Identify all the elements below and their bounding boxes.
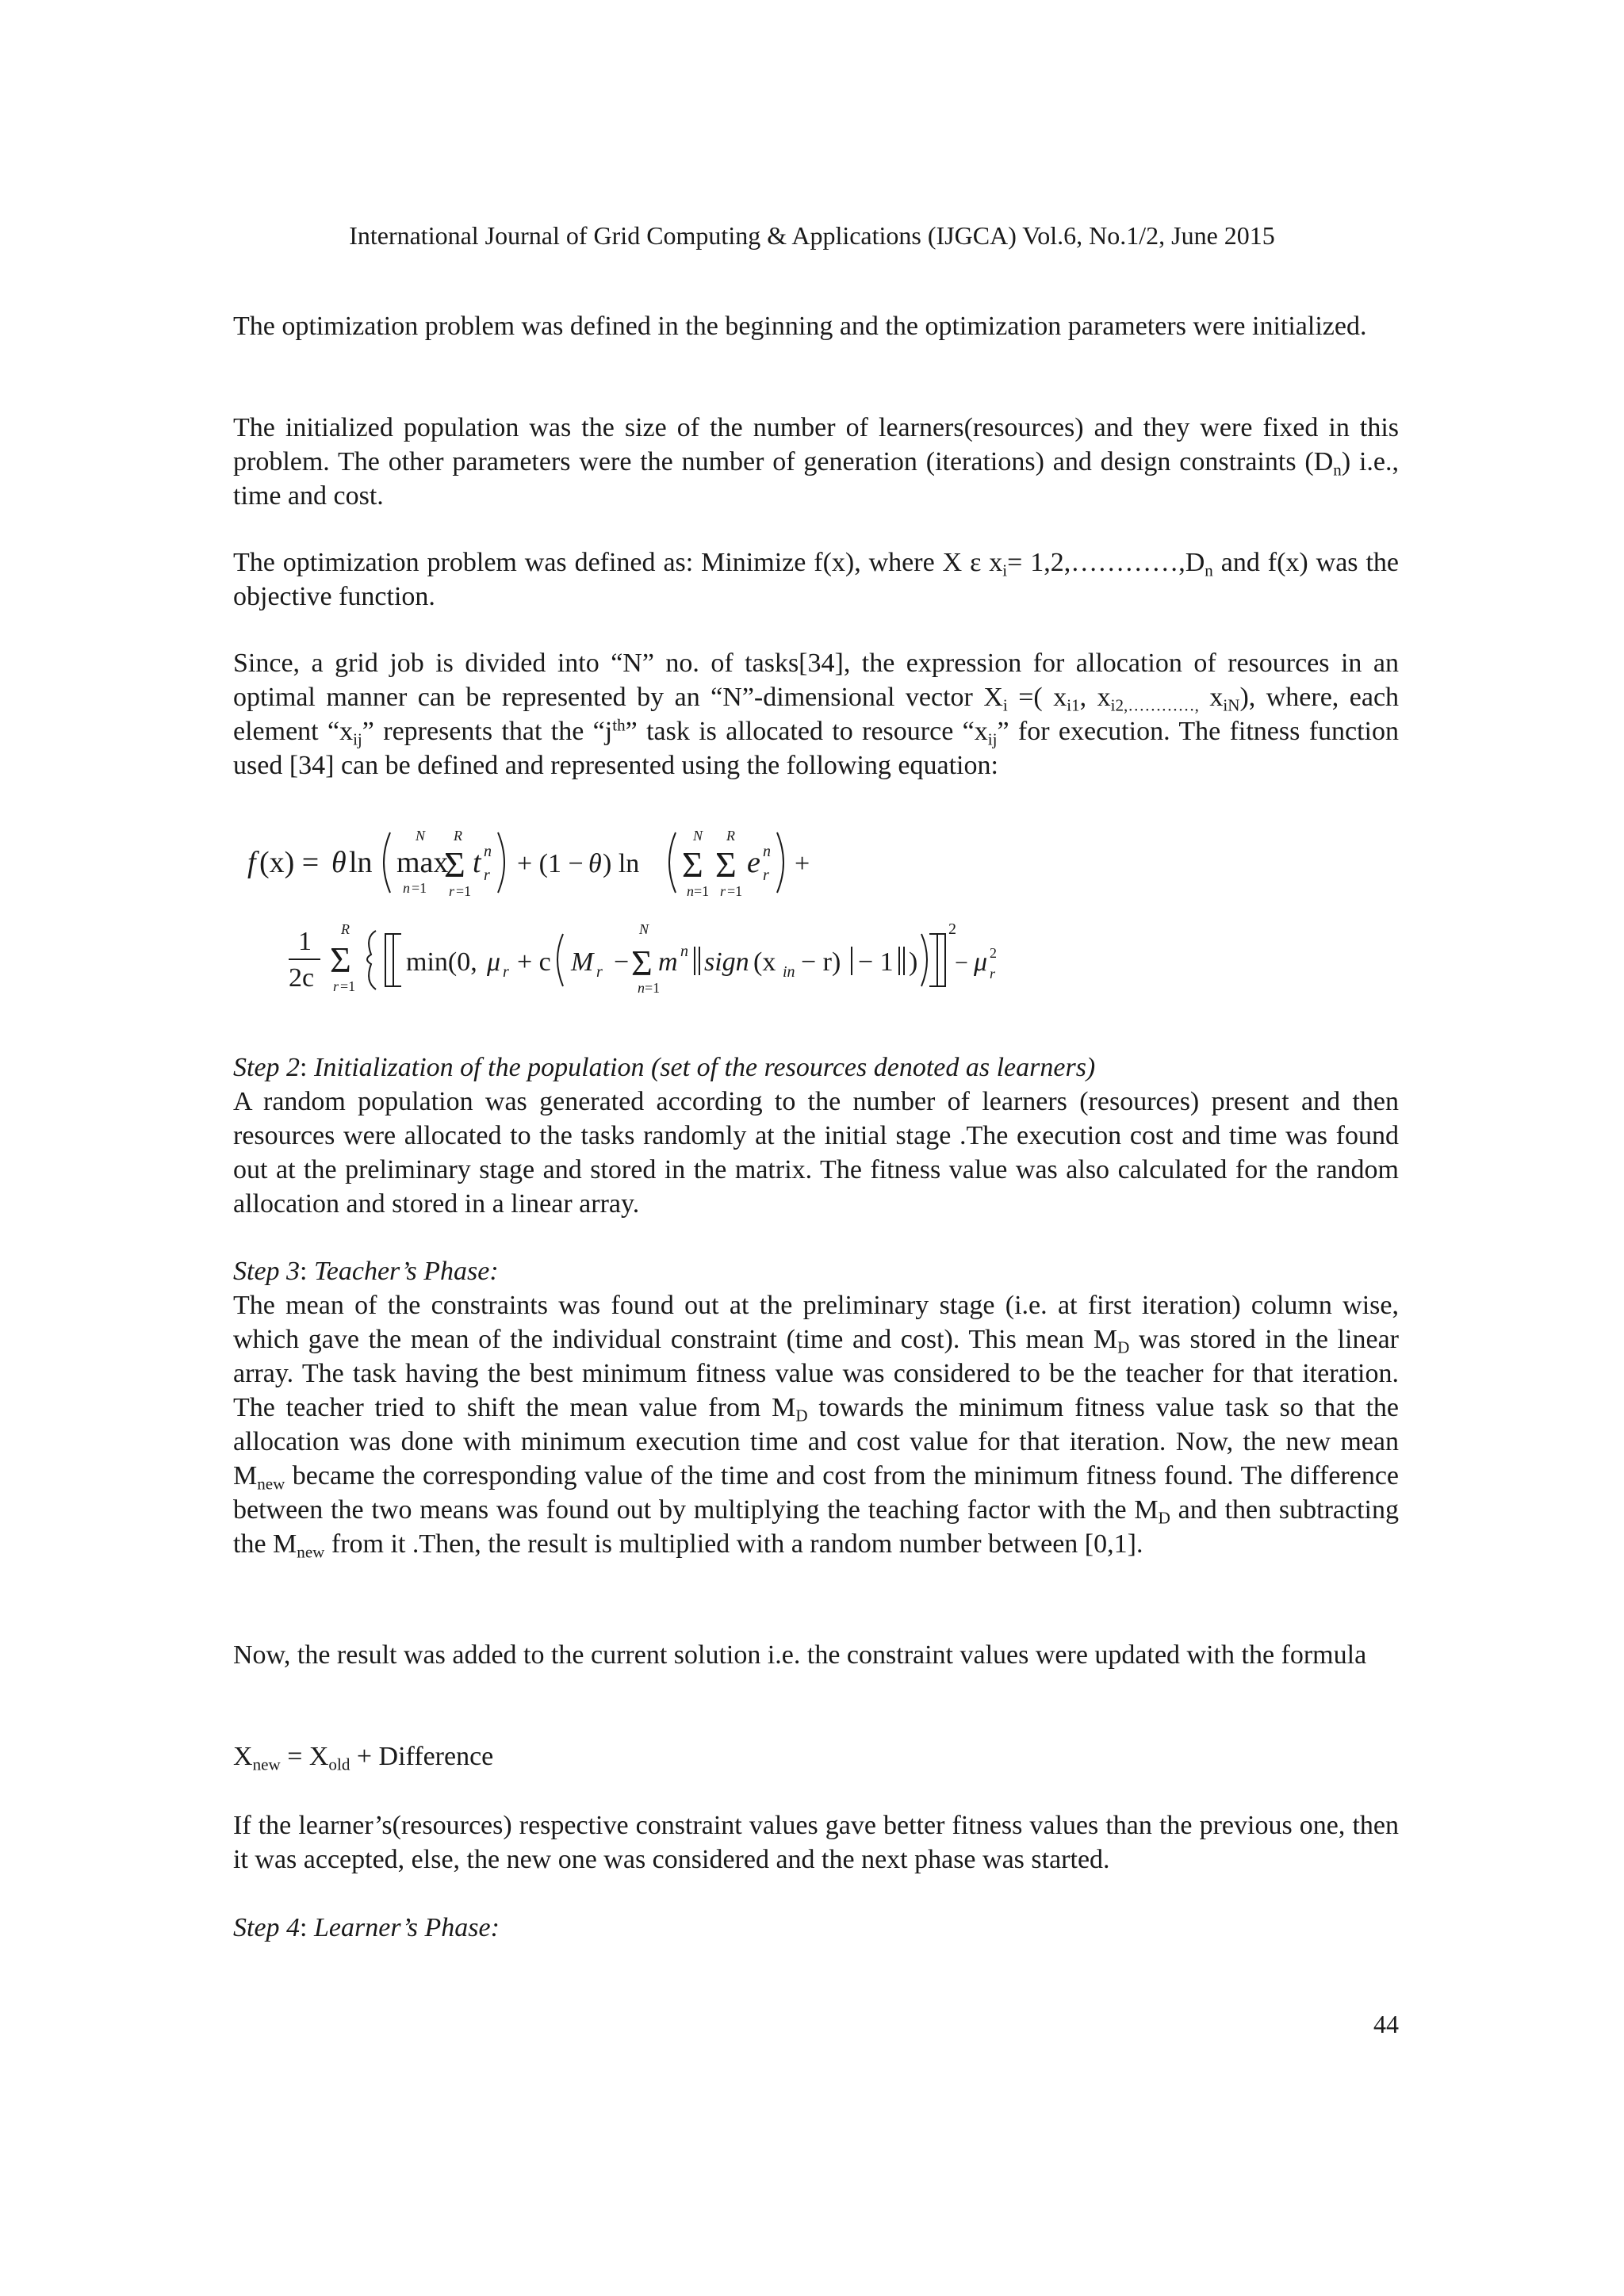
- eq-glyph: max: [396, 846, 449, 879]
- eq-glyph: N: [639, 921, 649, 937]
- text-run: + Difference: [350, 1742, 494, 1771]
- eq-glyph: (x: [753, 947, 776, 977]
- text-run: ), where, each element “x: [233, 683, 1400, 746]
- text-run: The initialized population was the size of the number of learners(resources) and they were fixed in this problem. The other parameters were the number of generation (iterations) and design constraints (D: [233, 413, 1399, 476]
- text-run: The mean of the constraints was found out at the preliminary stage (i.e. at first iteration) column wise, which gave the mean of the individual constraint (time and cost). This mean M: [233, 1291, 1399, 1354]
- eq-glyph: r: [503, 963, 509, 981]
- eq-glyph: 2: [948, 920, 956, 938]
- eq-glyph: Σ: [715, 844, 737, 885]
- eq-glyph: e: [747, 846, 760, 879]
- eq-glyph: Σ: [682, 844, 703, 885]
- eq-glyph: Σ: [444, 844, 465, 885]
- text-run: was stored in the linear array. The task having the best minimum fitness value was considered to be the teacher for that iteration. The teacher tried to shift the mean value from M: [233, 1325, 1399, 1422]
- text-run: = X: [280, 1742, 329, 1771]
- eq-glyph: r: [484, 867, 490, 884]
- text-run: from it .Then, the result is multiplied with a random number between [0,1].: [324, 1529, 1143, 1559]
- text-run: and then subtracting the M: [233, 1495, 1399, 1559]
- text-run: x: [1198, 683, 1224, 712]
- subscript: ij: [353, 729, 362, 749]
- eq-glyph: t: [473, 846, 481, 879]
- eq-glyph: =1: [412, 880, 427, 896]
- text-run: Now, the result was added to the current solution i.e. the constraint values were updated with the formula: [233, 1640, 1367, 1670]
- subscript: old: [328, 1755, 350, 1774]
- eq-glyph: r: [720, 883, 726, 899]
- eq-glyph: r: [449, 883, 455, 899]
- eq-glyph: μ: [487, 947, 501, 977]
- eq-glyph: r: [990, 966, 996, 982]
- eq-glyph: + c: [517, 947, 551, 977]
- eq-glyph: =1: [727, 883, 743, 899]
- eq-glyph: Σ: [631, 943, 653, 983]
- subscript: new: [297, 1542, 325, 1562]
- paragraph-7: [233, 1638, 1399, 1672]
- eq-glyph: =1: [694, 883, 710, 899]
- eq-glyph: 2: [990, 945, 997, 961]
- eq-glyph: R: [341, 921, 350, 937]
- eq-glyph: −: [614, 947, 630, 977]
- eq-glyph: n: [403, 880, 410, 896]
- paragraph-8: [233, 1808, 1399, 1877]
- eq-glyph: N: [693, 828, 703, 844]
- eq-glyph: − r): [801, 947, 841, 977]
- text-run: ” represents that the “j: [362, 717, 613, 746]
- paragraph-3: [233, 545, 1399, 614]
- text-run: , x: [1079, 683, 1111, 712]
- superscript: th: [612, 715, 626, 735]
- eq-glyph: r: [333, 978, 339, 994]
- eq-glyph: r: [596, 963, 603, 981]
- eq-glyph: Σ: [330, 939, 351, 980]
- eq-glyph: + (1 −: [517, 849, 584, 878]
- eq-glyph: +: [795, 849, 810, 878]
- step-2-heading: Step 2: Initialization of the population (set of the resources denoted as learners): [233, 1053, 1096, 1082]
- subscript: i1: [1067, 695, 1080, 715]
- eq-glyph: ln: [349, 846, 373, 879]
- page-number: 44: [1373, 2010, 1399, 2038]
- paragraph-1: [233, 309, 1399, 343]
- subscript: new: [252, 1755, 281, 1774]
- eq-glyph: n: [680, 943, 688, 960]
- eq-glyph: θ: [588, 849, 602, 878]
- subscript: i: [1002, 561, 1008, 580]
- subscript: D: [1158, 1508, 1170, 1528]
- eq-glyph: ): [909, 947, 918, 977]
- text-run: =( x: [1007, 683, 1067, 712]
- eq-glyph: n: [763, 843, 771, 860]
- subscript: n: [1333, 460, 1342, 480]
- eq-glyph: (x) =: [259, 846, 320, 879]
- running-header: International Journal of Grid Computing & Applications (IJGCA) Vol.6, No.1/2, June 2015: [349, 221, 1275, 250]
- subscript: ij: [987, 729, 998, 749]
- eq-glyph: n: [484, 843, 492, 860]
- eq-glyph: =1: [340, 978, 356, 994]
- paragraph-2: [233, 411, 1399, 513]
- eq-glyph: r: [763, 867, 769, 884]
- eq-glyph: ) ln: [603, 849, 640, 878]
- text-run: towards the minimum fitness value task so that the allocation was done with minimum execution time and cost value for that iteration. Now, the new mean M: [233, 1393, 1399, 1490]
- eq-glyph: 1: [298, 927, 312, 956]
- eq-glyph: μ: [974, 947, 988, 977]
- eq-glyph: in: [783, 963, 795, 981]
- eq-glyph: N: [416, 828, 426, 844]
- fitness-equation: [230, 807, 997, 1021]
- eq-glyph: − 1: [858, 947, 894, 977]
- text-run: = 1,2,…………,D: [1007, 548, 1205, 577]
- eq-glyph: −: [955, 950, 968, 976]
- text-run: If the learner’s(resources) respective constraint values gave better fitness values than the previous one, then it was accepted, else, the new one was considered and the next phase was started.: [233, 1811, 1399, 1874]
- paragraph-4: [233, 646, 1399, 783]
- subscript: n: [1205, 561, 1213, 580]
- text-run: X: [233, 1742, 253, 1771]
- text-run: ” for execution. The fitness function used [34] can be defined and represented using the following equation:: [233, 717, 1399, 780]
- eq-glyph: min(0,: [406, 947, 477, 977]
- eq-glyph: =1: [456, 883, 472, 899]
- paragraph-6: [233, 1288, 1399, 1561]
- subscript: D: [1117, 1337, 1130, 1357]
- subscript: iN: [1223, 695, 1240, 715]
- eq-glyph: 2c: [289, 963, 315, 993]
- eq-glyph: sign: [704, 947, 749, 977]
- eq-glyph: f: [247, 846, 256, 879]
- text-run: A random population was generated according to the number of learners (resources) present and then resources were allocated to the tasks randomly at the initial stage .The execution cost and time was found out at the preliminary stage and stored in the matrix. The fitness value was also calculated for the random allocation and stored in a linear array.: [233, 1087, 1399, 1219]
- step-4-heading: Step 4: Learner’s Phase:: [233, 1913, 500, 1942]
- text-run: The optimization problem was defined in the beginning and the optimization parameters were initialized.: [233, 312, 1367, 341]
- subscript: new: [257, 1474, 285, 1494]
- text-run: and f(x) was the objective function.: [233, 548, 1399, 611]
- eq-glyph: R: [454, 828, 462, 844]
- eq-glyph: n: [638, 980, 645, 996]
- text-run: Since, a grid job is divided into “N” no. of tasks[34], the expression for allocation of resources in an optimal manner can be represented by an “N”-dimensional vector X: [233, 649, 1399, 712]
- text-run: ” task is allocated to resource “x: [625, 717, 988, 746]
- update-formula: [233, 1739, 493, 1774]
- text-run: The optimization problem was defined as: Minimize f(x), where X ε x: [233, 548, 1003, 577]
- text-run: ) i.e., time and cost.: [233, 447, 1399, 511]
- eq-glyph: m: [658, 947, 678, 977]
- eq-glyph: M: [571, 947, 594, 977]
- subscript: i2,…………,: [1110, 695, 1199, 715]
- subscript: i: [1002, 695, 1008, 715]
- step-3-heading: Step 3: Teacher’s Phase:: [233, 1257, 499, 1286]
- paragraph-5: [233, 1085, 1399, 1221]
- eq-glyph: R: [726, 828, 735, 844]
- eq-glyph: =1: [645, 980, 661, 996]
- text-run: became the corresponding value of the time and cost from the minimum fitness found. The difference between the two means was found out by multiplying the teaching factor with the M: [233, 1461, 1399, 1525]
- eq-glyph: θ: [331, 846, 347, 879]
- subscript: D: [795, 1406, 808, 1425]
- eq-glyph: n: [687, 883, 694, 899]
